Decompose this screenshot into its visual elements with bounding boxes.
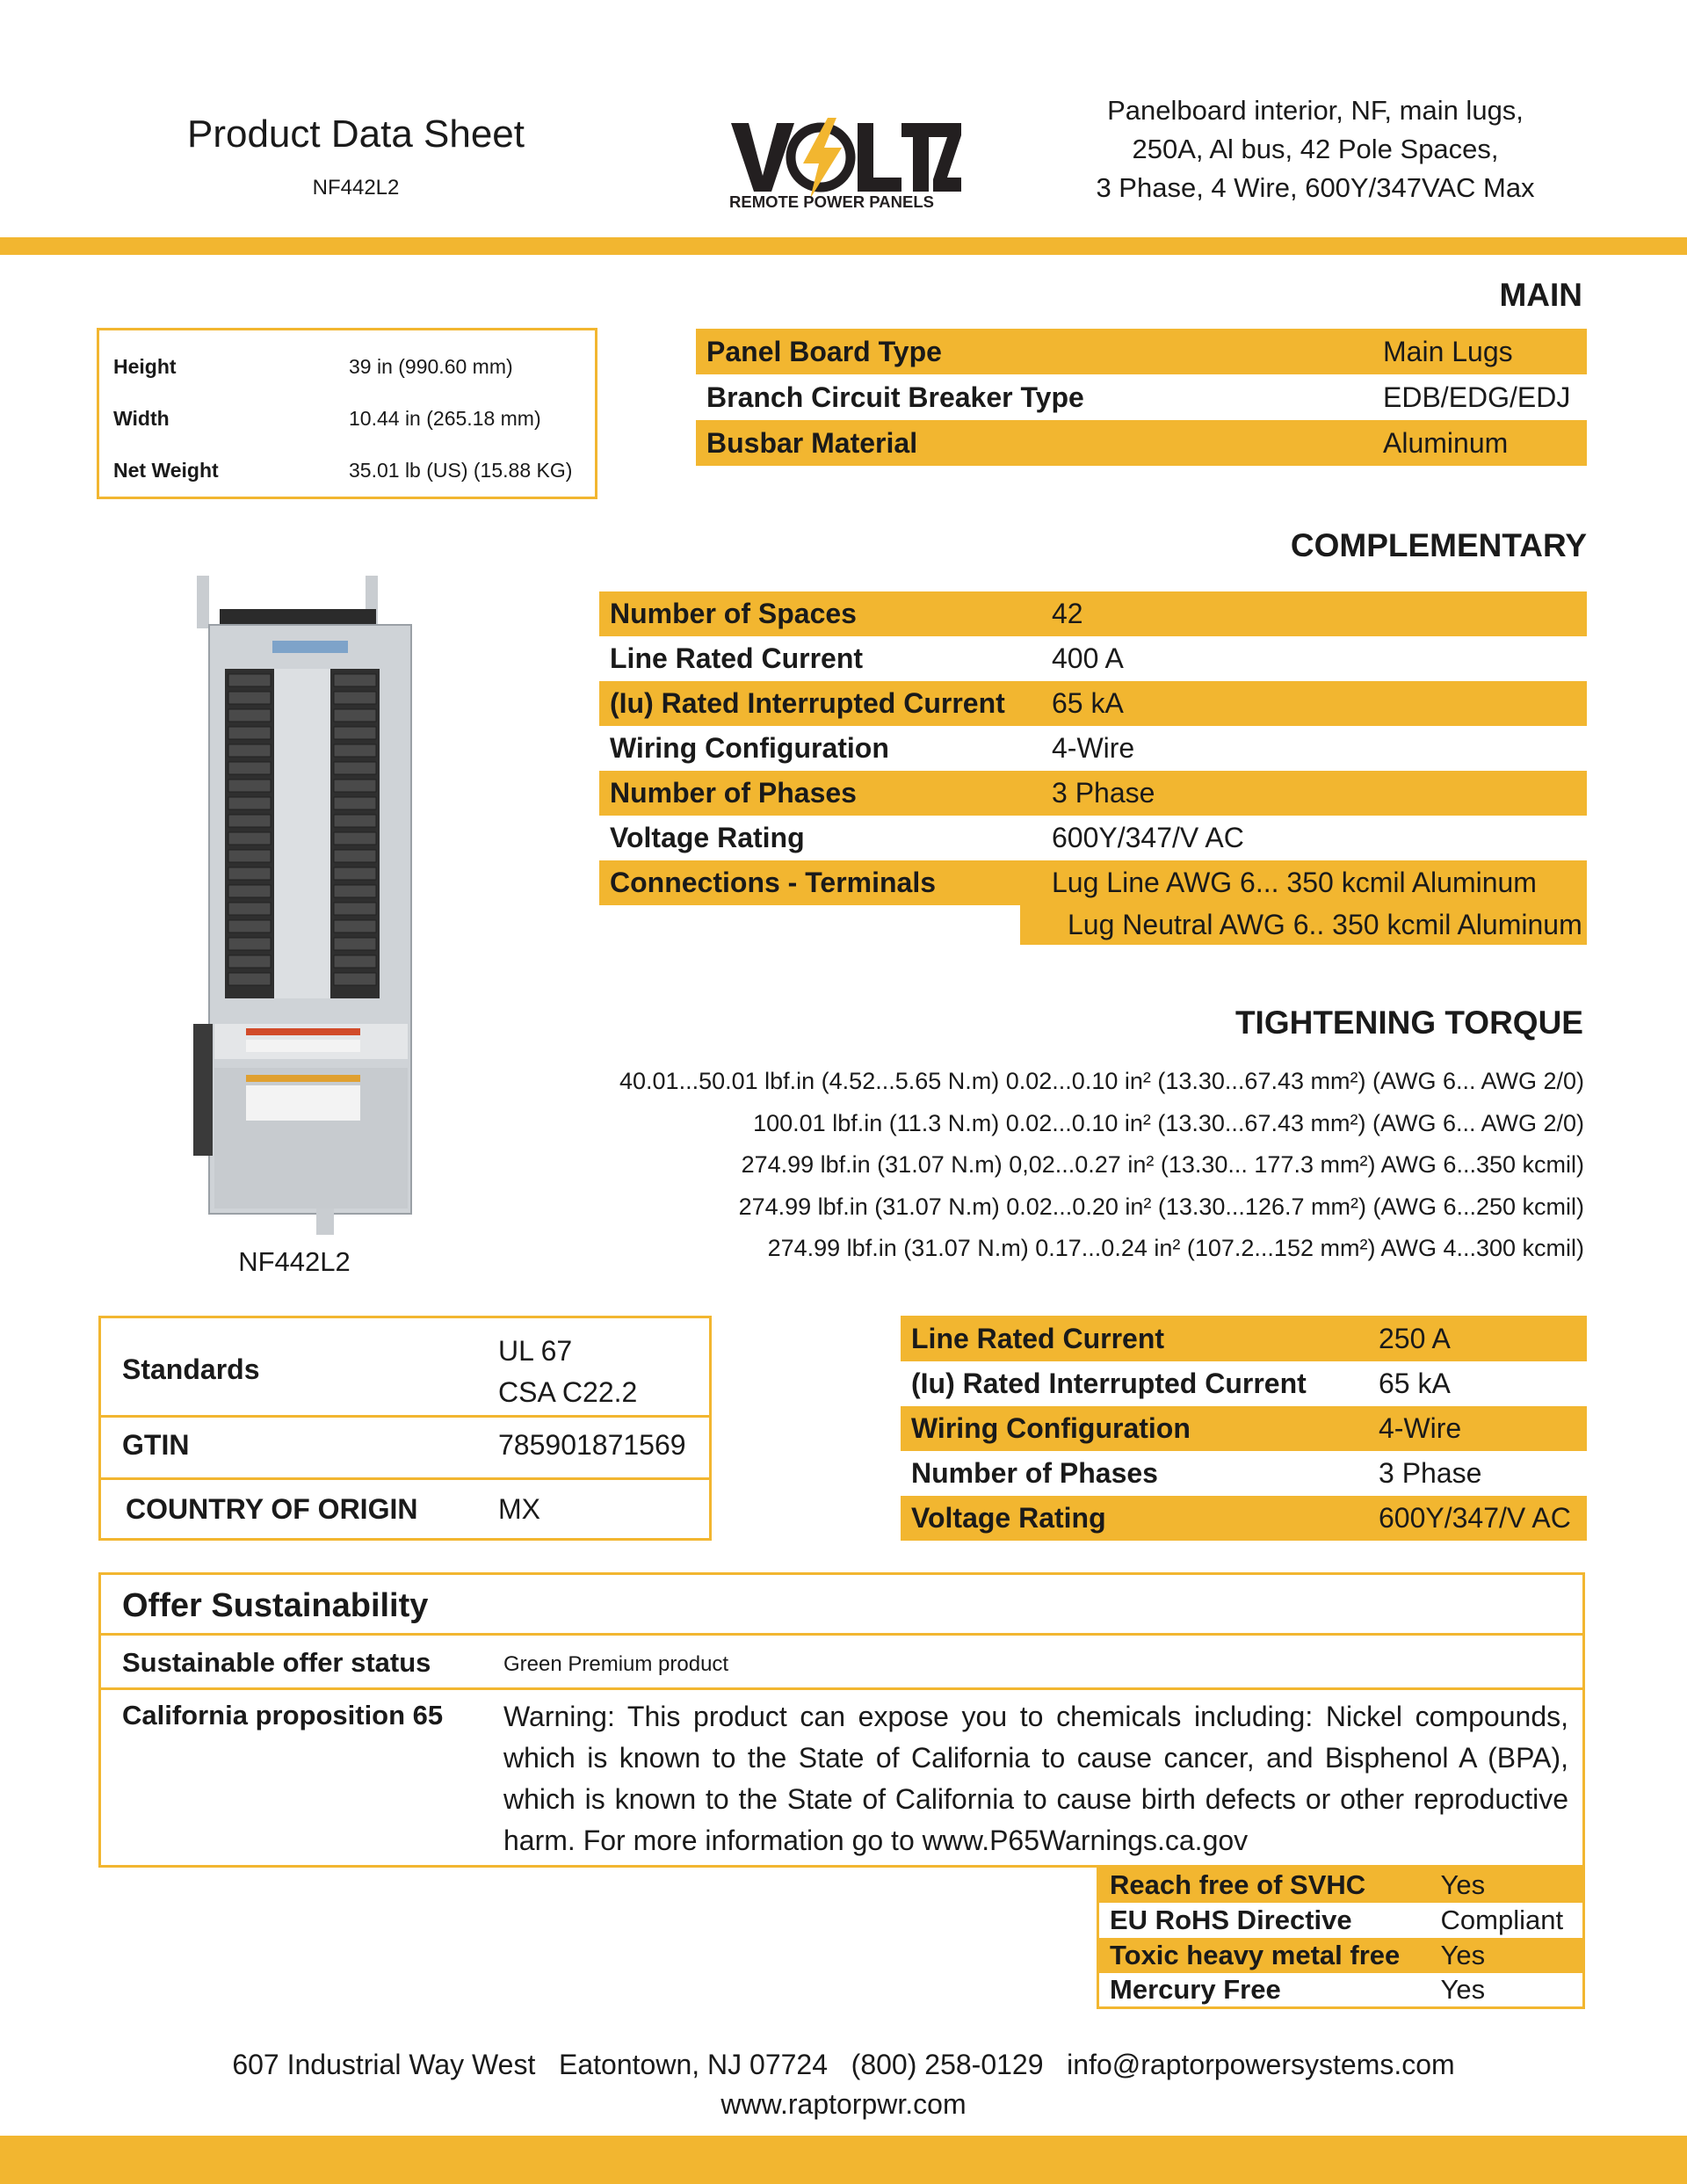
table-row: Branch Circuit Breaker Type EDB/EDG/EDJ — [696, 374, 1587, 420]
table-row: Mercury Free Yes — [1098, 1973, 1584, 2008]
torque-line: 274.99 lbf.in (31.07 N.m) 0,02...0.27 in² (13.30... 177.3 mm²) AWG 6...350 kcmil) — [741, 1151, 1584, 1178]
dimensions-box — [97, 328, 597, 499]
description-line: Panelboard interior, NF, main lugs, — [1107, 95, 1524, 126]
panelboard-illustration — [193, 576, 422, 1244]
sustainability-box — [98, 1572, 1585, 1868]
description-line: 250A, Al bus, 42 Pole Spaces, — [1132, 134, 1499, 164]
divider — [101, 1477, 709, 1480]
torque-line: 40.01...50.01 lbf.in (4.52...5.65 N.m) 0.02...0.10 in² (13.30...67.43 mm²) (AWG 6... AWG 2/0) — [619, 1068, 1584, 1094]
sustainability-title: Offer Sustainability — [122, 1587, 429, 1624]
table-row: (Iu) Rated Interrupted Current 65 kA — [901, 1361, 1587, 1406]
table-row: Line Rated Current 250 A — [901, 1316, 1587, 1361]
complementary-table — [599, 591, 1587, 905]
torque-line: 100.01 lbf.in (11.3 N.m) 0.02...0.10 in² (13.30...67.43 mm²) (AWG 6... AWG 2/0) — [753, 1109, 1584, 1136]
table-row: Number of Spaces 42 — [599, 591, 1587, 636]
gtin-label: GTIN — [122, 1429, 190, 1461]
table-row: Connections - Terminals Lug Line AWG 6... 350 kcmil Aluminum — [599, 860, 1587, 905]
standards-values — [498, 1331, 637, 1413]
image-caption: NF442L2 — [238, 1246, 351, 1277]
prop65-text: Warning: This product can expose you to chemicals including: Nickel compounds, which is known to the State of California to cause cancer, and Bisphenol A (BPA), which is known to the State of California to cause birth defects or other reproductive harm. For more information go to www.P65Warnings.ca.gov — [503, 1701, 1568, 1856]
standard-item: UL 67 — [498, 1335, 573, 1367]
divider — [101, 1687, 1582, 1690]
main-section-title: MAIN — [1499, 277, 1582, 313]
table-row: Number of Phases 3 Phase — [901, 1451, 1587, 1496]
header-description — [1052, 91, 1579, 207]
divider — [101, 1633, 1582, 1636]
logo-graphic — [729, 112, 962, 209]
status-label: Sustainable offer status — [122, 1647, 431, 1678]
table-row: Wiring Configuration 4-Wire — [599, 726, 1587, 771]
terminal-neutral-value: Lug Neutral AWG 6.. 350 kcmil Aluminum — [1020, 905, 1587, 945]
table-row: Voltage Rating 600Y/347/V AC — [599, 816, 1587, 860]
table-row: Toxic heavy metal free Yes — [1098, 1938, 1584, 1973]
compliance-table — [1097, 1866, 1585, 2009]
footer-website[interactable]: www.raptorpwr.com — [720, 2088, 967, 2120]
description-line: 3 Phase, 4 Wire, 600Y/347VAC Max — [1096, 172, 1535, 203]
divider — [101, 1415, 709, 1418]
table-row: Wiring Configuration 4-Wire — [901, 1406, 1587, 1451]
standard-item: CSA C22.2 — [498, 1376, 638, 1408]
table-row: Busbar Material Aluminum — [696, 420, 1587, 466]
main-table — [696, 329, 1587, 466]
torque-line: 274.99 lbf.in (31.07 N.m) 0.02...0.20 in² (13.30...126.7 mm²) (AWG 6...250 kcmil) — [738, 1193, 1584, 1220]
footer-band — [0, 2136, 1687, 2184]
torque-section-title: TIGHTENING TORQUE — [1234, 1005, 1583, 1041]
product-code: NF442L2 — [312, 176, 400, 200]
table-row: (Iu) Rated Interrupted Current 65 kA — [599, 681, 1587, 726]
complementary-section-title: COMPLEMENTARY — [1290, 527, 1587, 563]
standards-box — [98, 1316, 712, 1541]
table-row: Panel Board Type Main Lugs — [696, 329, 1587, 374]
dimension-row: Height 39 in (990.60 mm) — [113, 355, 513, 378]
dimension-row: Net Weight 35.01 lb (US) (15.88 KG) — [113, 459, 573, 482]
prop65-label: California proposition 65 — [122, 1700, 444, 1731]
gtin-value: 785901871569 — [498, 1429, 686, 1461]
footer-address: 607 Industrial Way West Eatontown, NJ 07724 (800) 258-0129 info@raptorpowersystems.com — [232, 2049, 1455, 2080]
footer — [0, 2045, 1687, 2124]
table-row: Voltage Rating 600Y/347/V AC — [901, 1496, 1587, 1541]
table-row: EU RoHS Directive Compliant — [1098, 1903, 1584, 1938]
torque-line: 274.99 lbf.in (31.07 N.m) 0.17...0.24 in² (107.2...152 mm²) AWG 4...300 kcmil) — [767, 1235, 1584, 1261]
table-row: Number of Phases 3 Phase — [599, 771, 1587, 816]
status-value: Green Premium product — [503, 1652, 729, 1676]
table-row: Reach free of SVHC Yes — [1098, 1868, 1584, 1903]
voltz-logo — [729, 112, 962, 209]
panelboard-image — [193, 576, 422, 1244]
ratings-table — [901, 1316, 1587, 1541]
origin-label: COUNTRY OF ORIGIN — [126, 1493, 418, 1525]
origin-value: MX — [498, 1493, 540, 1525]
standards-label: Standards — [122, 1353, 260, 1385]
logo-subtitle: REMOTE POWER PANELS — [729, 192, 934, 209]
header-divider — [0, 237, 1687, 255]
table-row: Line Rated Current 400 A — [599, 636, 1587, 681]
dimension-row: Width 10.44 in (265.18 mm) — [113, 407, 541, 430]
page-title: Product Data Sheet — [186, 112, 525, 156]
torque-list — [574, 1061, 1584, 1270]
